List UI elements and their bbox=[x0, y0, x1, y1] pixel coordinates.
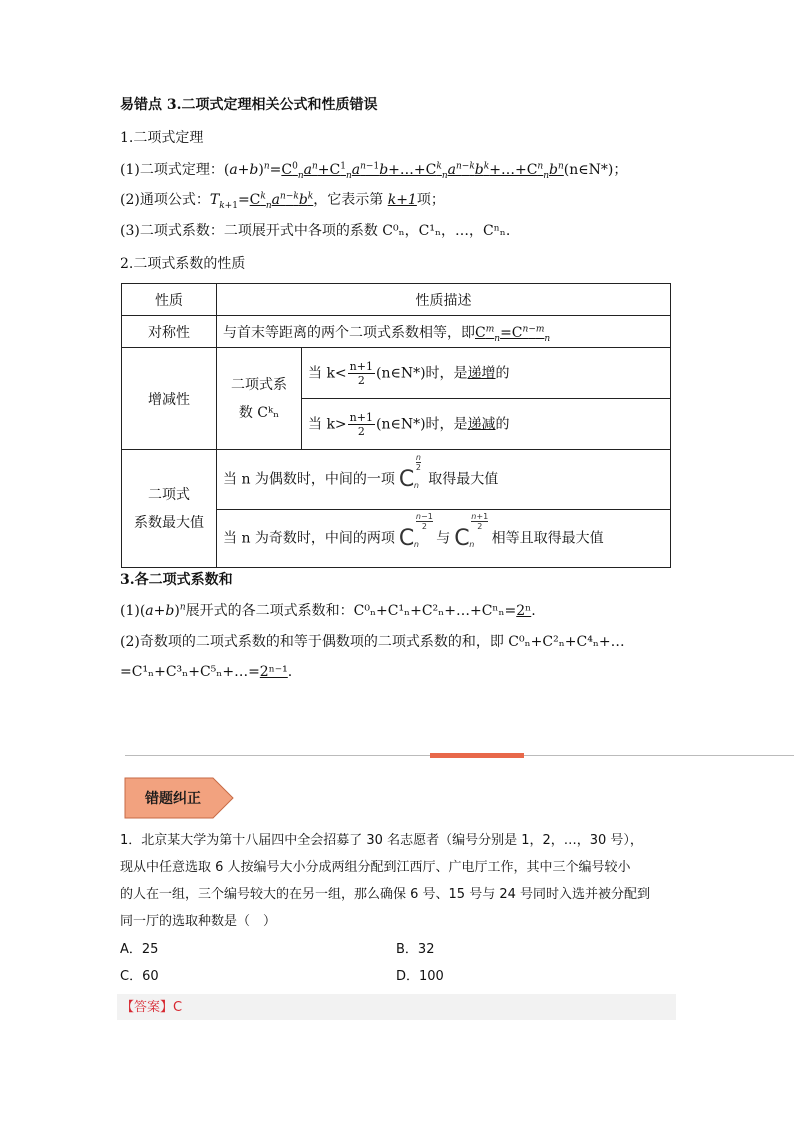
row-increasing-case: 当 k< $\frac{n+1}{2}$ (n∈N*)时，是递增的 bbox=[302, 348, 671, 399]
coefficient-sum-line: $(1)(a+b)^n$展开式的各二项式系数和：C⁰ₙ+C¹ₙ+C²ₙ+…+Cⁿₙ=2ⁿ. bbox=[120, 602, 536, 619]
binomial-theorem-formula bbox=[120, 160, 627, 180]
banner-label: 错题纠正 bbox=[145, 791, 201, 807]
section-heading: 易错点 3.二项式定理相关公式和性质错误 bbox=[120, 97, 378, 113]
general-term-expression: $T_{k+1}=C^k_na^{n-k}b^k$ bbox=[209, 191, 314, 211]
row-max-odd-case: 当 n 为奇数时，中间的两项 C n−1 2 n 与 C n+1 2 n 相等且取得最大值 bbox=[217, 510, 671, 568]
row-decreasing-case: 当 k> $\frac{n+1}{2}$ (n∈N*)时，是递减的 bbox=[302, 399, 671, 450]
answer-label: 【答案】C bbox=[121, 1000, 183, 1015]
binomial-coefficients-definition: (3)二项式系数：二项展开式中各项的系数 C⁰ₙ，C¹ₙ，…，Cⁿₙ. bbox=[120, 223, 511, 239]
option-a: A．25 bbox=[120, 942, 159, 957]
item2-end: 项； bbox=[416, 192, 445, 208]
question-line-2: 现从中任意选取 6 人按编号大小分成两组分配到江西厅、广电厅工作，其中三个编号较小 bbox=[120, 860, 631, 875]
item2-mid: ，它表示第 bbox=[313, 192, 384, 208]
odd-even-sum-answer: 2ⁿ⁻¹ bbox=[259, 664, 288, 680]
question-line-4: 同一厅的选取种数是（ ） bbox=[120, 914, 277, 929]
option-d: D．100 bbox=[396, 969, 444, 984]
subheading-binomial-theorem: 1.二项式定理 bbox=[120, 130, 204, 146]
general-term-formula bbox=[120, 190, 445, 210]
item2-label: (2)通项公式： bbox=[120, 192, 210, 208]
row-max-even-case: 当 n 为偶数时，中间的一项 C n 2 n 取得最大值 bbox=[217, 450, 671, 510]
odd-even-sum-line: (2)奇数项的二项式系数的和等于偶数项的二项式系数的和，即 C⁰ₙ+C²ₙ+C⁴ₙ+… bbox=[120, 634, 625, 650]
row-symmetry-name: 对称性 bbox=[122, 316, 217, 348]
divider-accent bbox=[430, 753, 524, 758]
header-property: 性质 bbox=[122, 284, 217, 316]
item2-term: k+1 bbox=[387, 192, 417, 208]
item1-label: (1)二项式定理： bbox=[120, 162, 224, 178]
row-max-coefficient-name: 二项式 系数最大值 bbox=[122, 450, 217, 568]
row-symmetry-desc: 与首末等距离的两个二项式系数相等，即$C^m_n=C^{n-m}_n$ bbox=[217, 316, 671, 348]
option-b: B．32 bbox=[396, 942, 435, 957]
odd-even-sum-result: =C¹ₙ+C³ₙ+C⁵ₙ+…=2ⁿ⁻¹. bbox=[120, 664, 293, 680]
row-monotonicity-name: 增减性 bbox=[122, 348, 217, 450]
subheading-coefficient-properties: 2.二项式系数的性质 bbox=[120, 256, 246, 272]
coefficient-sum-answer: 2ⁿ bbox=[516, 603, 532, 619]
header-description: 性质描述 bbox=[217, 284, 671, 316]
binomial-expansion: $(a+b)^n=C^0_na^n+C^1_na^{n-1}b+\dots+C^k_na^{n-k}b^k+\dots+C^n_nb^n$ bbox=[223, 161, 564, 181]
option-c: C．60 bbox=[120, 969, 159, 984]
question-line-3: 的人在一组，三个编号较大的在另一组，那么确保 6 号、15 号与 24 号同时入选并被分配到 bbox=[120, 887, 651, 902]
answer-bar bbox=[117, 994, 676, 1020]
row-monotonicity-subject: 二项式系 数 Cᵏₙ bbox=[217, 348, 302, 450]
item1-suffix: (n∈N*)； bbox=[563, 162, 628, 178]
section3-heading: 3.各二项式系数和 bbox=[120, 572, 233, 588]
question-line-1: 1．北京某大学为第十八届四中全会招募了 30 名志愿者（编号分别是 1，2，…，30 号）， bbox=[120, 833, 643, 848]
properties-table bbox=[121, 283, 671, 568]
